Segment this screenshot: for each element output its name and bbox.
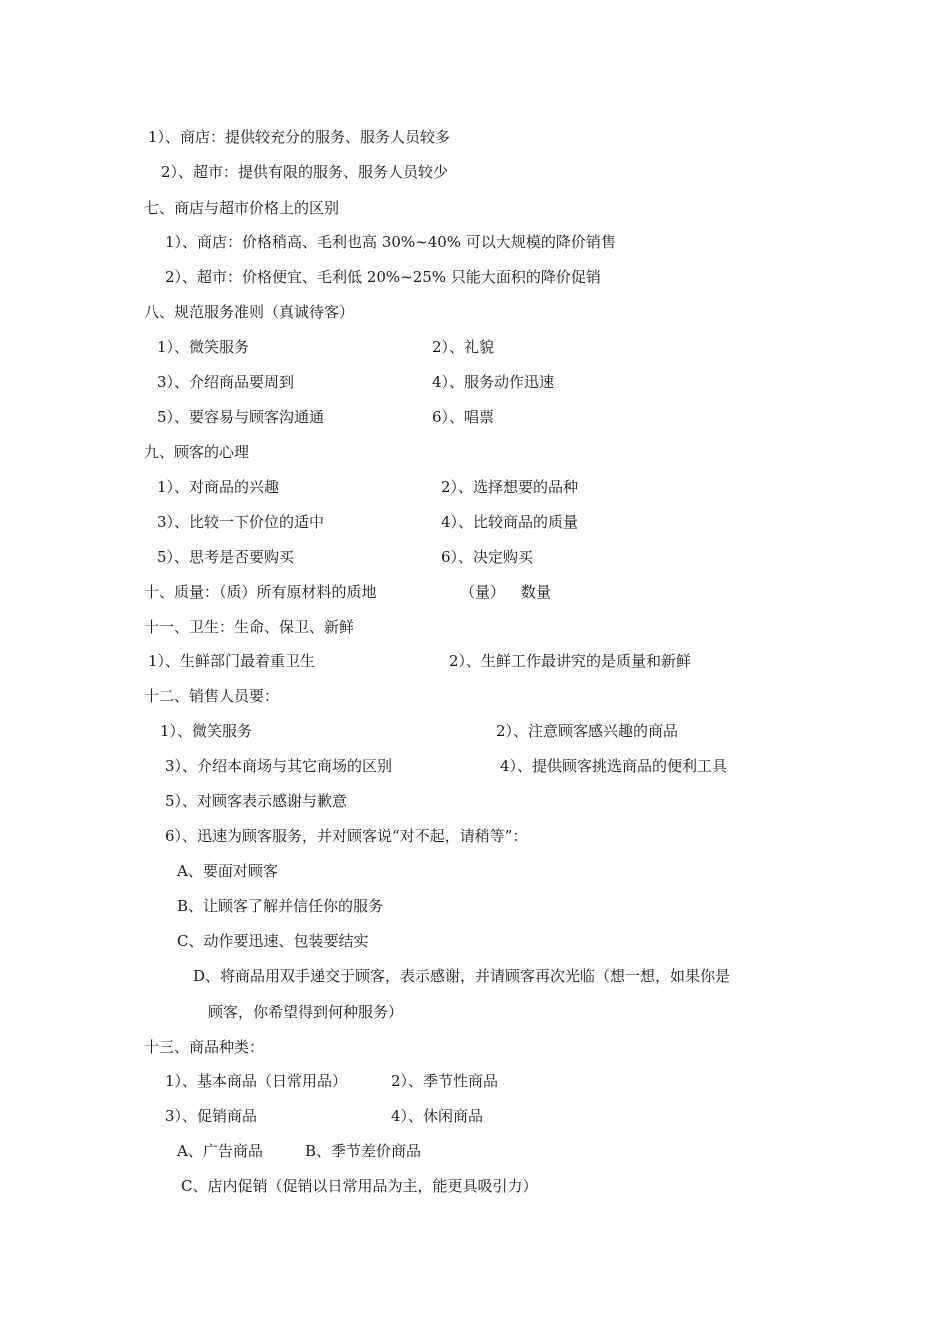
- hygiene-item: 2）、生鲜工作最讲究的是质量和新鲜: [449, 652, 692, 670]
- service-rules-heading: 八、规范服务准则（真诚待客）: [144, 303, 355, 321]
- service-supermarket-item: 2）、超市：提供有限的服务、服务人员较少: [161, 163, 449, 181]
- sales-staff-item: 2）、注意顾客感兴趣的商品: [496, 722, 679, 740]
- service-rule-item: 6）、唱票: [432, 408, 495, 426]
- sales-staff-item: 6）、迅速为顾客服务，并对顾客说“对不起，请稍等”：: [165, 827, 528, 845]
- psychology-item: 2）、选择想要的品种: [441, 478, 579, 496]
- service-rule-item: 5）、要容易与顾客沟通通: [157, 408, 325, 426]
- hygiene-heading: 十一、卫生：生命、保卫、新鲜: [144, 618, 355, 636]
- product-types-heading: 十三、商品种类：: [144, 1038, 265, 1056]
- customer-psychology-heading: 九、顾客的心理: [144, 443, 250, 461]
- service-rule-item: 2）、礼貌: [432, 338, 495, 356]
- service-rule-item: 4）、服务动作迅速: [432, 373, 555, 391]
- product-type-subitem: B、季节差价商品: [305, 1142, 422, 1160]
- service-store-item: 1）、商店：提供较充分的服务、服务人员较多: [148, 128, 451, 146]
- quantity-label: （量）: [460, 583, 506, 601]
- product-type-subitem: A、广告商品: [177, 1142, 263, 1160]
- psychology-item: 5）、思考是否要购买: [157, 548, 295, 566]
- sales-staff-subitem: D、将商品用双手递交于顾客，表示感谢，并请顾客再次光临（想一想，如果你是: [193, 967, 731, 985]
- service-rule-item: 3）、介绍商品要周到: [157, 373, 295, 391]
- quality-heading: 十、质量：（质）所有原材料的质地: [144, 583, 377, 601]
- hygiene-item: 1）、生鲜部门最着重卫生: [148, 652, 316, 670]
- sales-staff-item: 4）、提供顾客挑选商品的便利工具: [500, 757, 728, 775]
- price-difference-heading: 七、商店与超市价格上的区别: [144, 199, 340, 217]
- product-type-item: 4）、休闲商品: [391, 1107, 484, 1125]
- sales-staff-subitem: B、让顾客了解并信任你的服务: [177, 897, 384, 915]
- product-type-subitem: C、店内促销（促销以日常用品为主，能更具吸引力）: [181, 1177, 538, 1195]
- sales-staff-item: 3）、介绍本商场与其它商场的区别: [165, 757, 393, 775]
- psychology-item: 3）、比较一下价位的适中: [157, 513, 325, 531]
- product-type-item: 2）、季节性商品: [391, 1072, 499, 1090]
- service-rule-item: 1）、微笑服务: [157, 338, 250, 356]
- product-type-item: 1）、基本商品（日常用品）: [165, 1072, 348, 1090]
- sales-staff-subitem: C、动作要迅速、包装要结实: [177, 932, 369, 950]
- sales-staff-item: 5）、对顾客表示感谢与歉意: [165, 792, 348, 810]
- price-supermarket-item: 2）、超市：价格便宜、毛利低 20%~25% 只能大面积的降价促销: [165, 268, 601, 286]
- psychology-item: 4）、比较商品的质量: [441, 513, 579, 531]
- product-type-item: 3）、促销商品: [165, 1107, 258, 1125]
- sales-staff-item: 1）、微笑服务: [160, 722, 253, 740]
- psychology-item: 6）、决定购买: [441, 548, 534, 566]
- price-store-item: 1）、商店：价格稍高、毛利也高 30%~40% 可以大规模的降价销售: [165, 233, 616, 251]
- sales-staff-heading: 十二、销售人员要：: [144, 687, 280, 705]
- psychology-item: 1）、对商品的兴趣: [157, 478, 280, 496]
- quantity-word: 数量: [521, 583, 552, 601]
- sales-staff-subitem-continuation: 顾客，你希望得到何种服务）: [208, 1003, 404, 1021]
- sales-staff-subitem: A、要面对顾客: [177, 862, 278, 880]
